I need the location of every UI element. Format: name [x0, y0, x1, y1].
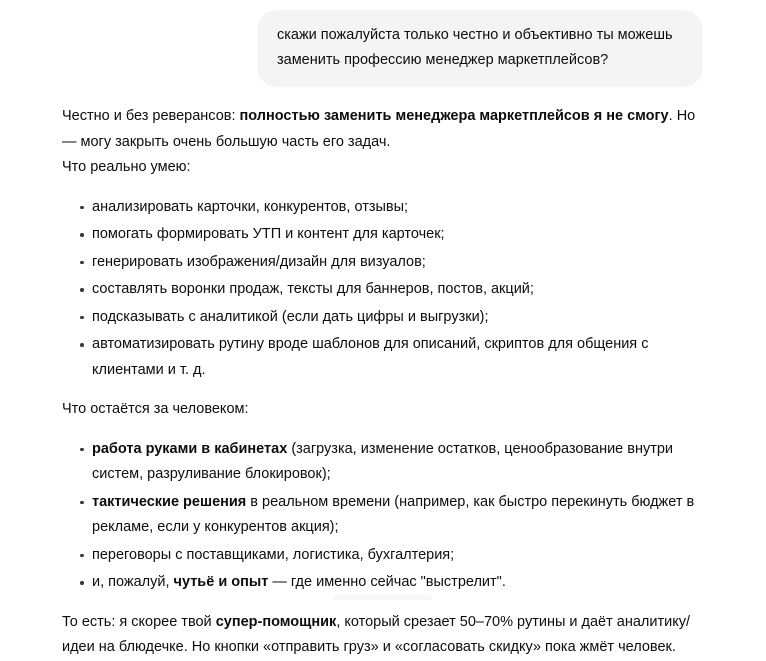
user-message-text: скажи пожалуйста только честно и объективно ты можешь заменить профессию менеджер маркетплейсов?	[277, 27, 673, 68]
list-item-text: (загрузка, изменение остатков, ценообразование внутри систем, разруливание блокировок);	[92, 440, 674, 482]
user-message-bubble[interactable]	[257, 10, 703, 87]
assistant-message	[62, 104, 703, 661]
can-do-list	[62, 195, 703, 384]
intro-tail-text: . Но — могу закрыть очень большую часть его задач.	[62, 108, 696, 150]
assistant-conclusion-paragraph	[62, 610, 703, 661]
list-item: генерировать изображения/дизайн для визуалов;	[62, 250, 703, 276]
list-item	[62, 437, 703, 488]
list-item	[62, 570, 703, 596]
conclusion-tail-text: , который срезает 50–70% рутины и даёт аналитику/идеи на блюдечке. Но кнопки «отправить груз» и «согласовать скидку» пока жмёт человек.	[62, 613, 691, 655]
list-item: автоматизировать рутину вроде шаблонов для описаний, скриптов для общения с клиентами и т. д.	[62, 332, 703, 383]
user-message-row	[0, 10, 766, 87]
human-heading: Что остаётся за человеком:	[62, 401, 249, 417]
list-item: составлять воронки продаж, тексты для баннеров, постов, акций;	[62, 277, 703, 303]
list-item: помогать формировать УТП и контент для карточек;	[62, 222, 703, 248]
list-item-text: — где именно сейчас "выстрелит".	[268, 574, 506, 590]
human-tasks-list	[62, 437, 703, 596]
conclusion-lead-text: То есть: я скорее твой	[62, 613, 216, 630]
list-item	[62, 490, 703, 541]
list-item: анализировать карточки, конкурентов, отзывы;	[62, 195, 703, 221]
list-item-lead: и, пожалуй,	[92, 574, 174, 590]
can-do-heading: Что реально умею:	[62, 159, 191, 175]
assistant-intro-paragraph	[62, 104, 703, 155]
list-item-bold: тактические решения	[92, 493, 247, 510]
composer-input-peek[interactable]	[333, 595, 433, 600]
list-item-bold: работа руками в кабинетах	[92, 440, 288, 457]
intro-bold-text: полностью заменить менеджера маркетплейсов я не смогу	[239, 108, 669, 124]
list-item-text: в реальном времени (например, как быстро перекинуть бюджет в рекламе, если у конкурентов акция);	[92, 493, 695, 535]
list-item-text: переговоры с поставщиками, логистика, бухгалтерия;	[92, 546, 455, 563]
conclusion-bold-text: супер-помощник	[215, 613, 337, 630]
list-item	[62, 543, 703, 569]
list-item-bold: чутьё и опыт	[173, 574, 269, 590]
list-item: подсказывать с аналитикой (если дать цифры и выгрузки);	[62, 305, 703, 331]
intro-lead-text: Честно и без реверансов:	[62, 108, 240, 124]
